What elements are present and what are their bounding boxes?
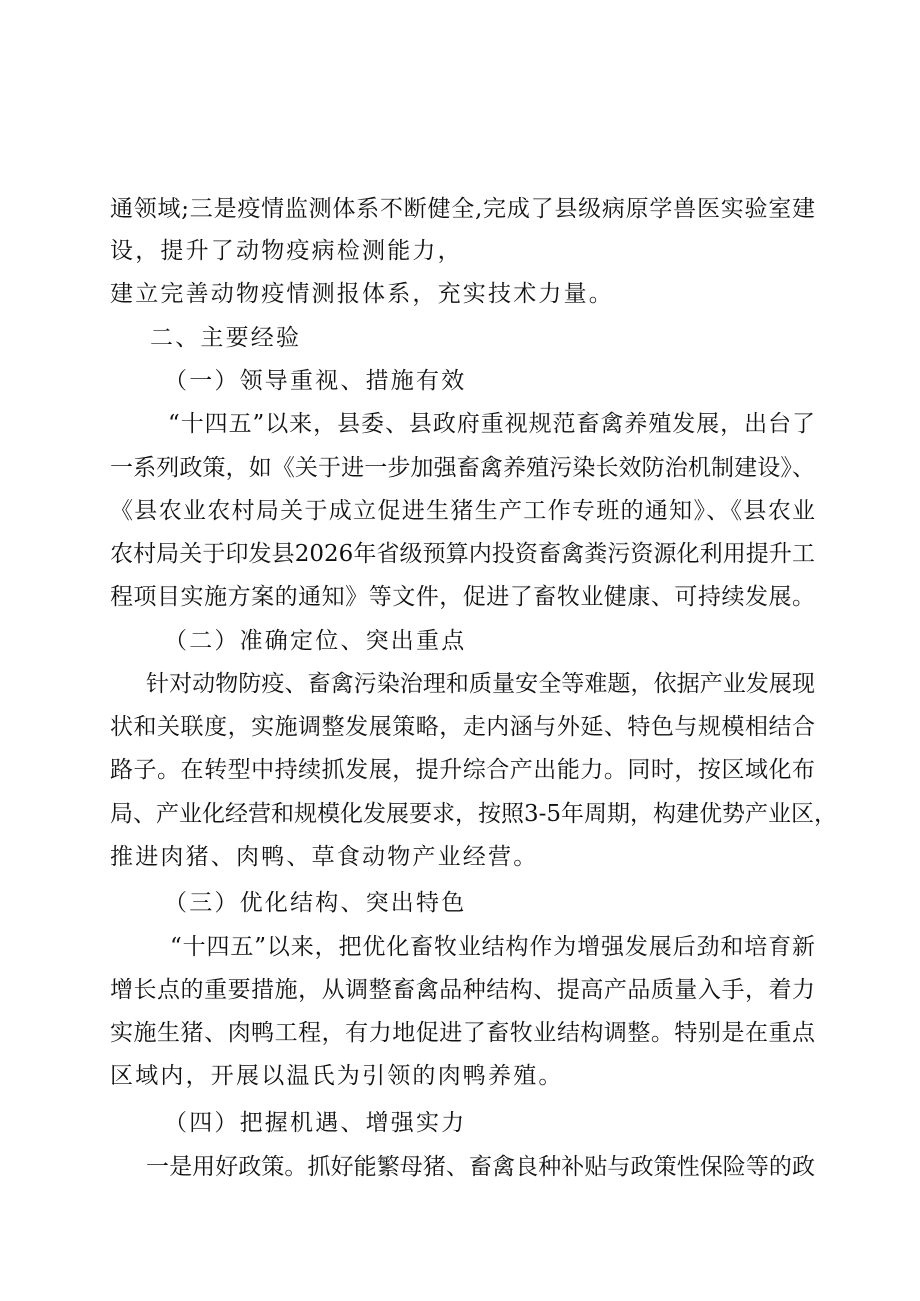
body-text-line: 农村局关于印发县2026年省级预算内投资畜禽粪污资源化利用提升工: [110, 541, 815, 567]
paragraph-first-line: 一是用好政策。抓好能繁母猪、畜禽良种补贴与政策性保险等的政: [146, 1154, 815, 1180]
body-text-line: 建立完善动物疫情测报体系，充实技术力量。: [110, 281, 614, 307]
subsection-heading: （三）优化结构、突出特色: [164, 890, 467, 916]
body-text-line: 局、产业化经营和规模化发展要求，按照3-5年周期，构建优势产业区，: [110, 801, 838, 827]
paragraph-first-line: “十四五”以来，把优化畜牧业结构作为增强发展后劲和培育新: [170, 934, 815, 960]
body-text-line: 一系列政策，如《关于进一步加强畜禽养殖污染长效防治机制建设》、: [110, 455, 815, 481]
body-text-line: 设，提升了动物疫病检测能力，: [110, 238, 463, 264]
body-text-line: 实施生猪、肉鸭工程，有力地促进了畜牧业结构调整。特别是在重点: [110, 1020, 815, 1046]
body-text-line: 推进肉猪、肉鸭、草食动物产业经营。: [110, 844, 539, 870]
subsection-heading: （一）领导重视、措施有效: [164, 368, 467, 394]
paragraph-first-line: “十四五”以来，县委、县政府重视规范畜禽养殖发展，出台了: [168, 411, 815, 437]
section-heading: 二、主要经验: [150, 325, 302, 351]
subsection-heading: （二）准确定位、突出重点: [164, 628, 467, 654]
subsection-heading: （四）把握机遇、增强实力: [164, 1110, 467, 1136]
body-text-line: 状和关联度，实施调整发展策略，走内涵与外延、特色与规模相结合: [110, 714, 815, 740]
body-text-line: 《县农业农村局关于成立促进生猪生产工作专班的通知》、《县农业: [110, 498, 815, 524]
body-text-line: 区域内，开展以温氏为引领的肉鸭养殖。: [110, 1063, 564, 1089]
paragraph-first-line: 针对动物防疫、畜禽污染治理和质量安全等难题，依据产业发展现: [146, 671, 815, 697]
body-text-line: 路子。在转型中持续抓发展，提升综合产出能力。同时，按区域化布: [110, 757, 815, 783]
body-text-line: 增长点的重要措施，从调整畜禽品种结构、提高产品质量入手，着力: [110, 977, 815, 1003]
body-text-line: 程项目实施方案的通知》等文件，促进了畜牧业健康、可持续发展。: [110, 584, 815, 610]
body-text-line: 通领域;三是疫情监测体系不断健全,完成了县级病原学兽医实验室建: [110, 196, 815, 222]
